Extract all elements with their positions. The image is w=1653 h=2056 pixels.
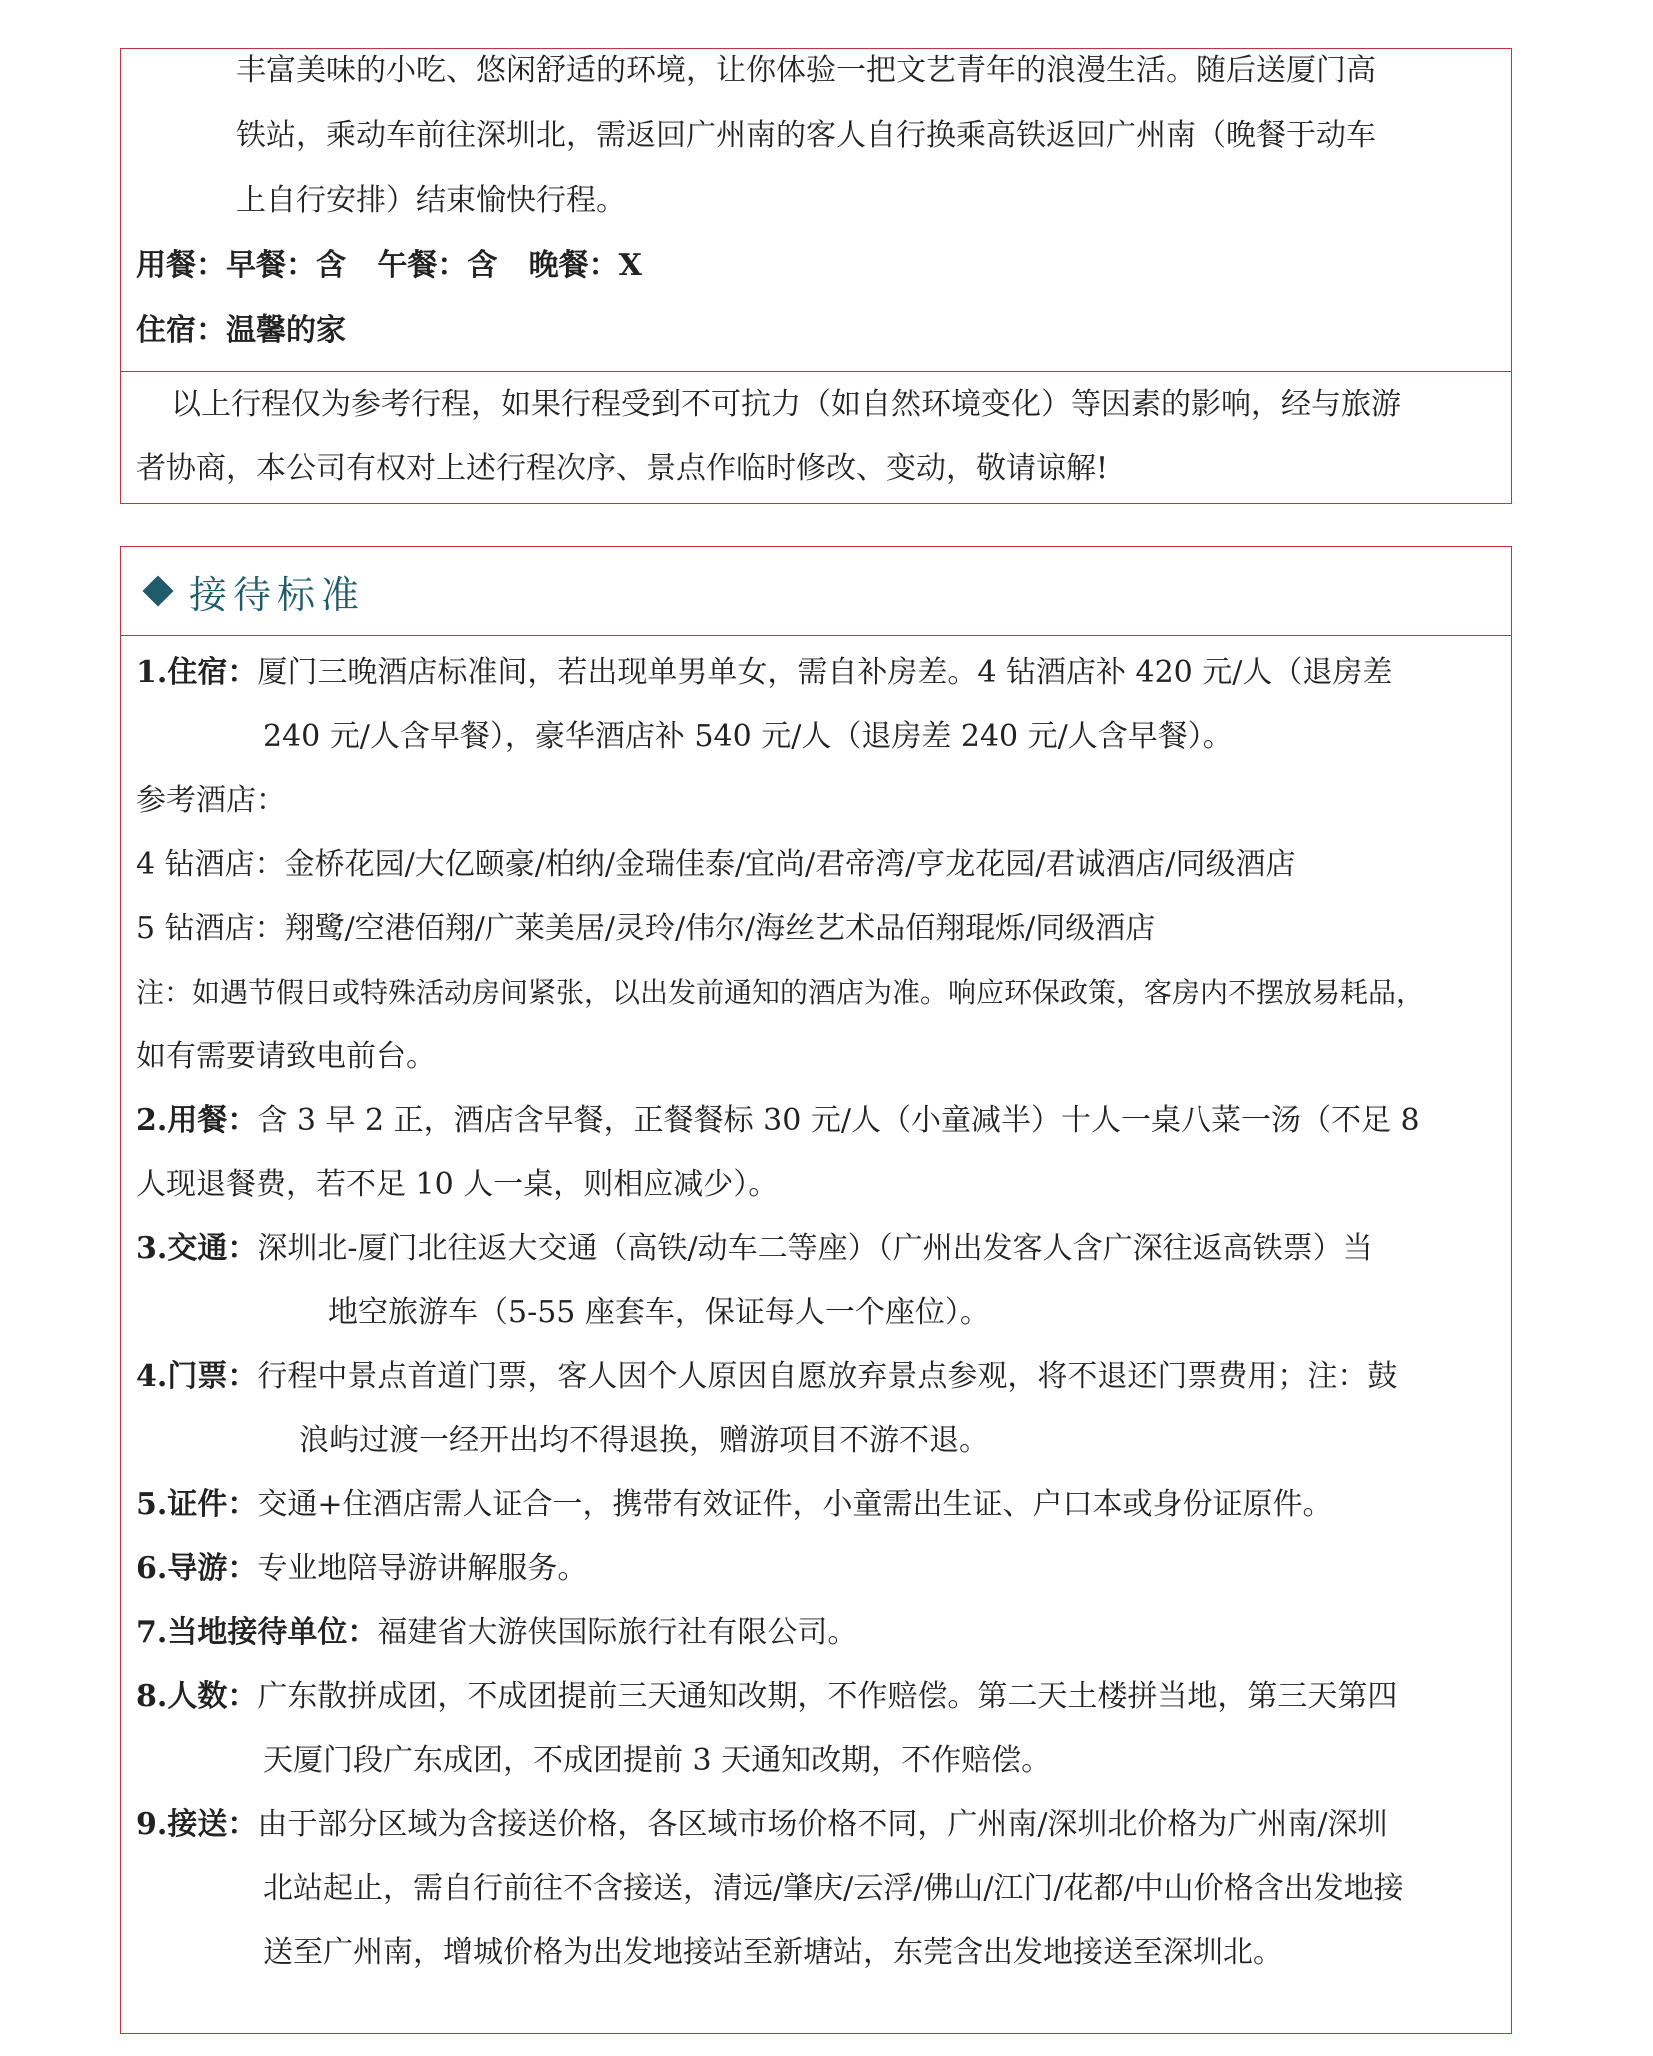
standards-box <box>120 546 1512 2034</box>
standard-transport <box>136 1229 1373 1269</box>
standard-guide <box>136 1549 587 1589</box>
standard-text-cont: 浪屿过渡一经开出均不得退换，赠游项目不游不退。 <box>299 1423 989 1458</box>
standard-label: 7.当地接待单位： <box>136 1615 378 1650</box>
standard-text: 福建省大游侠国际旅行社有限公司。 <box>377 1615 858 1650</box>
standard-label: 5.证件： <box>136 1487 258 1522</box>
notice-line-2: 者协商，本公司有权对上述行程次序、景点作临时修改、变动，敬请谅解! <box>136 451 1109 486</box>
standard-label: 3.交通： <box>136 1231 258 1266</box>
hotels-5-diamond: 5 钻酒店：翔鹭/空港佰翔/广莱美居/灵玲/伟尔/海丝艺术品佰翔琨烁/同级酒店 <box>136 911 1156 946</box>
standard-label: 4.门票： <box>136 1359 258 1394</box>
standard-label: 9.接送： <box>136 1807 258 1842</box>
hotel-note-line-1: 注：如遇节假日或特殊活动房间紧张，以出发前通知的酒店为准。响应环保政策，客房内不摆放易耗品， <box>136 976 1425 1009</box>
standard-text: 深圳北-厦门北往返大交通（高铁/动车二等座）（广州出发客人含广深往返高铁票）当 <box>257 1231 1373 1266</box>
standards-header <box>139 569 366 617</box>
standard-documents <box>136 1485 1332 1525</box>
standard-text-cont: 人现退餐费，若不足 10 人一桌，则相应减少）。 <box>136 1167 779 1202</box>
standard-meals <box>136 1101 1420 1141</box>
hotels-4-diamond: 4 钻酒店：金桥花园/大亿颐豪/柏纳/金瑞佳泰/宜尚/君帝湾/亨龙花园/君诚酒店/同级酒店 <box>136 847 1296 882</box>
meals-line: 用餐：早餐：含 午餐：含 晚餐：X <box>136 248 642 283</box>
standard-text-cont: 北站起止，需自行前往不含接送，清远/肇庆/云浮/佛山/江门/花都/中山价格含出发地接 <box>263 1871 1404 1906</box>
standard-text: 行程中景点首道门票，客人因个人原因自愿放弃景点参观，将不退还门票费用；注：鼓 <box>257 1359 1398 1394</box>
standard-tickets <box>136 1357 1397 1397</box>
itinerary-box <box>120 48 1512 504</box>
standard-label: 1.住宿： <box>136 655 258 690</box>
header-divider <box>121 635 1511 636</box>
standard-group-size <box>136 1677 1397 1717</box>
standard-label: 8.人数： <box>136 1679 258 1714</box>
standard-text-cont: 240 元/人含早餐），豪华酒店补 540 元/人（退房差 240 元/人含早餐）。 <box>263 719 1233 754</box>
section-divider <box>121 371 1511 372</box>
standards-title: 接待标准 <box>189 572 366 617</box>
standard-text-cont: 天厦门段广东成团，不成团提前 3 天通知改期，不作赔偿。 <box>263 1743 1052 1778</box>
standard-text: 交通+住酒店需人证合一，携带有效证件，小童需出生证、户口本或身份证原件。 <box>257 1487 1333 1522</box>
standard-text: 专业地陪导游讲解服务。 <box>257 1551 588 1586</box>
standard-text-cont: 地空旅游车（5-55 座套车，保证每人一个座位）。 <box>328 1295 990 1330</box>
standard-label: 6.导游： <box>136 1551 258 1586</box>
reference-hotels-label: 参考酒店： <box>136 783 286 818</box>
itinerary-desc-line-3: 上自行安排）结束愉快行程。 <box>236 183 626 218</box>
standard-accommodation <box>136 653 1392 693</box>
itinerary-desc-line-2: 铁站，乘动车前往深圳北，需返回广州南的客人自行换乘高铁返回广州南（晚餐于动车 <box>236 118 1376 153</box>
standard-text: 由于部分区域为含接送价格，各区域市场价格不同，广州南/深圳北价格为广州南/深圳 <box>257 1807 1388 1842</box>
standard-text: 广东散拼成团，不成团提前三天通知改期，不作赔偿。第二天土楼拼当地，第三天第四 <box>257 1679 1398 1714</box>
itinerary-desc-line-1: 丰富美味的小吃、悠闲舒适的环境，让你体验一把文艺青年的浪漫生活。随后送厦门高 <box>236 53 1376 88</box>
standard-text: 厦门三晚酒店标准间，若出现单男单女，需自补房差。4 钻酒店补 420 元/人（退房差 <box>257 655 1393 690</box>
standard-label: 2.用餐： <box>136 1103 258 1138</box>
notice-line-1: 以上行程仅为参考行程，如果行程受到不可抗力（如自然环境变化）等因素的影响，经与旅游 <box>171 387 1401 422</box>
standard-text-cont: 送至广州南，增城价格为出发地接站至新塘站，东莞含出发地接送至深圳北。 <box>263 1935 1283 1970</box>
stay-line: 住宿：温馨的家 <box>136 313 346 348</box>
standard-transfer <box>136 1805 1388 1845</box>
standard-local-agency <box>136 1613 857 1653</box>
hotel-note-line-2: 如有需要请致电前台。 <box>136 1039 436 1074</box>
diamond-bullet-icon <box>142 575 173 606</box>
standard-text: 含 3 早 2 正，酒店含早餐，正餐餐标 30 元/人（小童减半）十人一桌八菜一汤（不足 8 <box>257 1103 1420 1138</box>
